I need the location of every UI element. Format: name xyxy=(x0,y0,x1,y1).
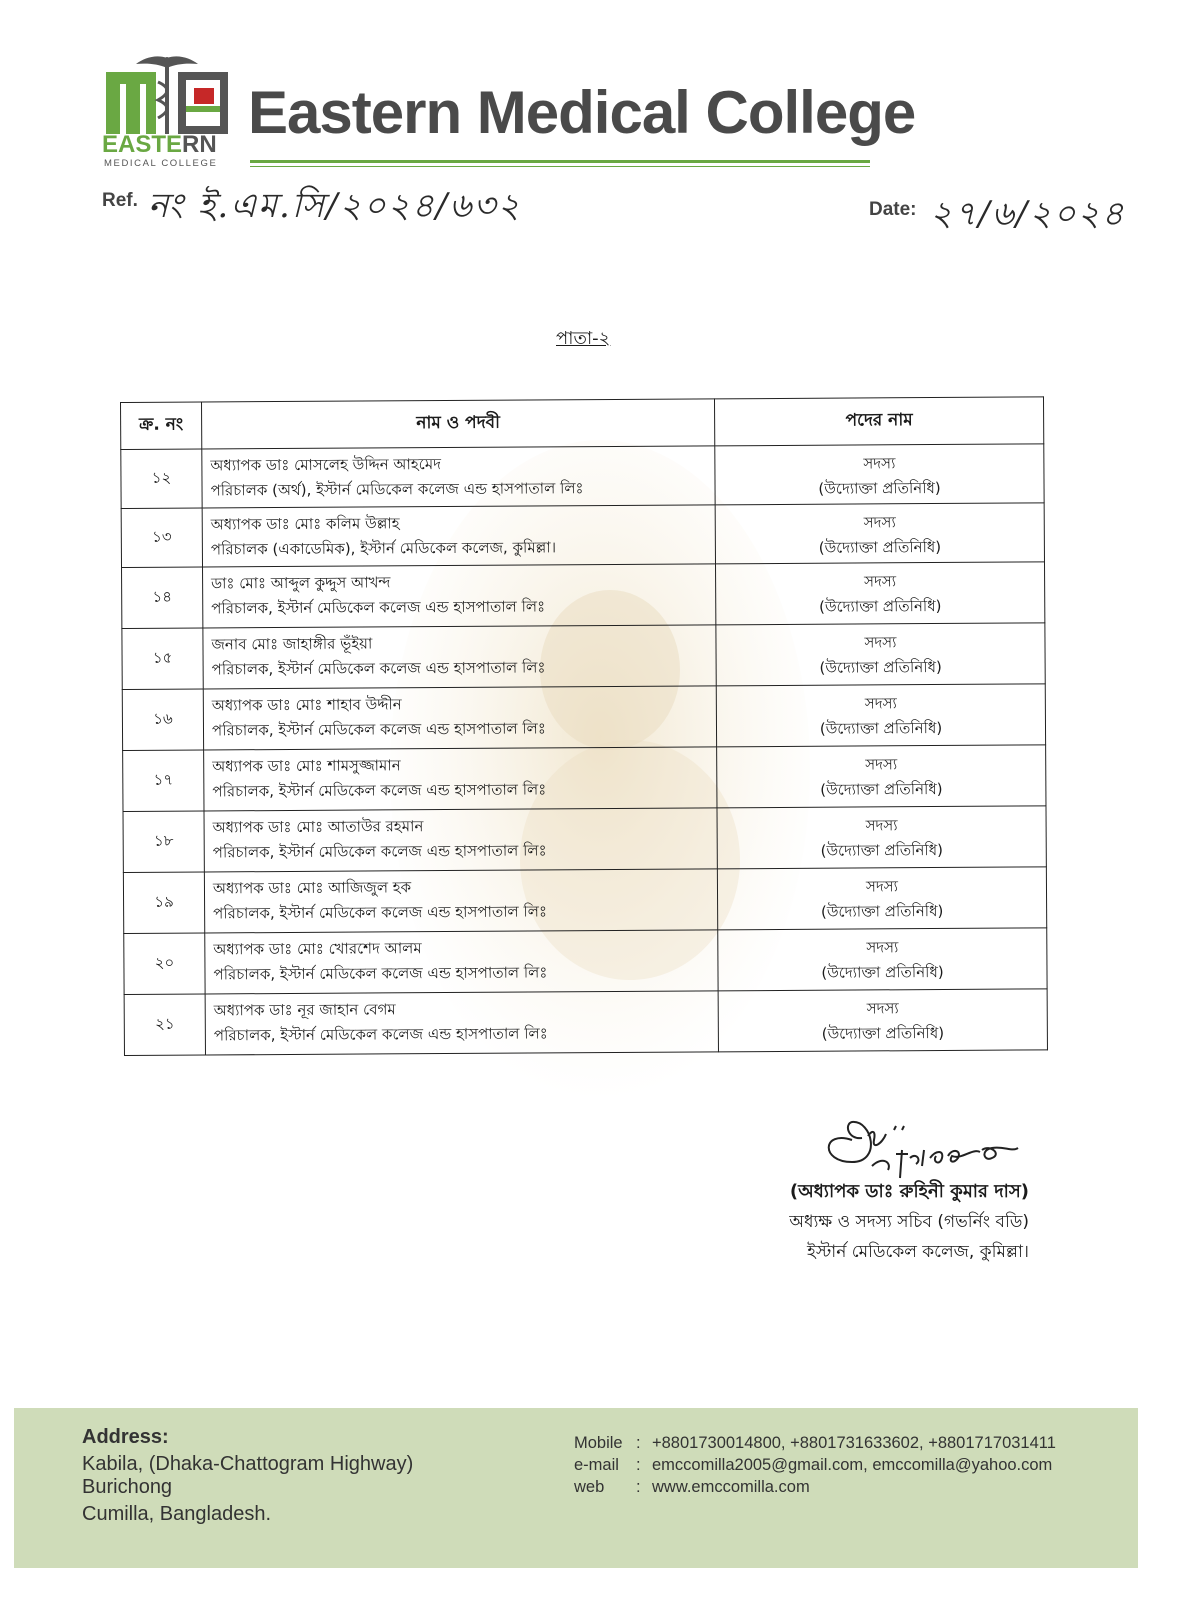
post-title: সদস্য xyxy=(865,816,898,835)
member-designation: পরিচালক, ইস্টার্ন মেডিকেল কলেজ এন্ড হাসপাতাল লিঃ xyxy=(211,719,546,740)
address-label: Address: xyxy=(82,1426,169,1448)
serial-cell: ২০ xyxy=(124,933,205,994)
member-designation: পরিচালক, ইস্টার্ন মেডিকেল কলেজ এন্ড হাসপাতাল লিঃ xyxy=(213,963,548,984)
signatory-name: (অধ্যাপক ডাঃ রুহিনী কুমার দাস) xyxy=(789,1181,1029,1202)
signatory-title: অধ্যক্ষ ও সদস্য সচিব (গভর্নিং বডি) xyxy=(789,1212,1029,1232)
address-line: Cumilla, Bangladesh. xyxy=(82,1503,271,1525)
post-title: সদস্য xyxy=(866,999,899,1018)
signatory-block xyxy=(789,1177,1029,1267)
table-row xyxy=(123,745,1046,812)
post-note: (উদ্যোক্তা প্রতিনিধি) xyxy=(819,718,943,738)
name-cell xyxy=(203,625,716,689)
table-row xyxy=(122,562,1045,629)
member-designation: পরিচালক, ইস্টার্ন মেডিকেল কলেজ এন্ড হাসপাতাল লিঃ xyxy=(211,658,546,679)
member-name: অধ্যাপক ডাঃ মোঃ খোরশেদ আলম xyxy=(213,939,422,959)
member-designation: পরিচালক, ইস্টার্ন মেডিকেল কলেজ এন্ড হাসপাতাল লিঃ xyxy=(213,902,547,923)
serial-cell: ১৮ xyxy=(123,811,204,872)
table-row xyxy=(123,806,1046,873)
serial-cell: ১৪ xyxy=(122,567,203,628)
post-cell xyxy=(718,928,1047,991)
table-row xyxy=(124,928,1047,995)
post-note: (উদ্যোক্তা প্রতিনিধি) xyxy=(819,596,942,616)
post-title: সদস্য xyxy=(865,877,899,896)
name-cell xyxy=(203,564,716,628)
post-cell xyxy=(717,867,1046,930)
post-cell xyxy=(715,562,1044,625)
name-cell xyxy=(202,446,715,508)
post-title: সদস্য xyxy=(864,633,897,652)
post-note: (উদ্যোক্তা প্রতিনিধি) xyxy=(820,779,943,799)
post-note: (উদ্যোক্তা প্রতিনিধি) xyxy=(821,1023,945,1043)
post-cell xyxy=(715,503,1044,564)
member-name: ডাঃ মোঃ আব্দুল কুদ্দুস আখন্দ xyxy=(211,573,391,593)
contact-row-email xyxy=(574,1454,1056,1476)
address-line: Kabila, (Dhaka-Chattogram Highway) xyxy=(82,1453,414,1475)
college-logo xyxy=(102,54,232,172)
serial-cell: ১৯ xyxy=(123,872,204,933)
contact-separator: : xyxy=(636,1456,641,1474)
serial-cell: ১৩ xyxy=(121,508,202,567)
header-serial: ক্র. নং xyxy=(121,402,202,449)
header-name-designation: নাম ও পদবী xyxy=(202,399,715,449)
post-title: সদস্য xyxy=(863,513,896,532)
contact-value: www.emccomilla.com xyxy=(652,1478,810,1496)
logo-subtitle: MEDICAL COLLEGE xyxy=(104,158,218,169)
signatory-institution: ইস্টার্ন মেডিকেল কলেজ, কুমিল্লা। xyxy=(807,1242,1029,1262)
table-row xyxy=(123,867,1046,934)
serial-cell: ১২ xyxy=(121,449,202,508)
member-name: অধ্যাপক ডাঃ মোঃ শামসুজ্জামান xyxy=(212,756,401,776)
name-cell xyxy=(204,869,717,933)
table-header-row xyxy=(121,397,1044,450)
contact-value: +8801730014800, +8801731633602, +8801717031411 xyxy=(652,1434,1056,1452)
contact-value: emccomilla2005@gmail.com, emccomilla@yahoo.com xyxy=(652,1456,1053,1474)
contact-block xyxy=(574,1432,1056,1498)
name-cell xyxy=(205,930,718,994)
member-designation: পরিচালক, ইস্টার্ন মেডিকেল কলেজ এন্ড হাসপাতাল লিঃ xyxy=(212,780,547,801)
ref-label: Ref. xyxy=(102,190,138,211)
member-designation: পরিচালক (অর্থ), ইস্টার্ন মেডিকেল কলেজ এন্ড হাসপাতাল লিঃ xyxy=(210,479,584,500)
post-note: (উদ্যোক্তা প্রতিনিধি) xyxy=(819,657,942,677)
contact-label: Mobile xyxy=(574,1434,623,1452)
college-name: Eastern Medical College xyxy=(248,79,916,146)
post-cell xyxy=(717,745,1046,808)
member-name: অধ্যাপক ডাঃ মোঃ কলিম উল্লাহ xyxy=(210,514,400,534)
name-cell xyxy=(202,505,715,567)
header-rule-thin xyxy=(250,166,870,167)
post-note: (উদ্যোক্তা প্রতিনিধি) xyxy=(818,478,941,498)
member-designation: পরিচালক, ইস্টার্ন মেডিকেল কলেজ এন্ড হাসপাতাল লিঃ xyxy=(211,597,546,618)
post-cell xyxy=(716,623,1045,686)
member-designation: পরিচালক (একাডেমিক), ইস্টার্ন মেডিকেল কলেজ, কুমিল্লা। xyxy=(210,538,557,559)
table-row xyxy=(121,444,1044,509)
post-title: সদস্য xyxy=(864,572,897,591)
contact-separator: : xyxy=(636,1478,641,1496)
page-number: পাতা-২ xyxy=(556,328,611,349)
date-value: ২৭/৬/২০২৪ xyxy=(930,194,1126,234)
table-row xyxy=(122,684,1045,751)
post-title: সদস্য xyxy=(864,694,897,713)
name-cell xyxy=(204,747,717,811)
serial-cell: ১৭ xyxy=(123,750,204,811)
post-cell xyxy=(717,806,1046,869)
member-name: অধ্যাপক ডাঃ মোঃ শাহাব উদ্দীন xyxy=(211,695,402,715)
post-note: (উদ্যোক্তা প্রতিনিধি) xyxy=(821,962,944,982)
post-cell xyxy=(715,444,1044,505)
caduceus-logo-icon xyxy=(106,54,228,134)
logo-word: EASTERN xyxy=(102,131,217,158)
address-line: Burichong xyxy=(82,1476,173,1498)
members-table xyxy=(120,396,1048,1056)
contact-separator: : xyxy=(636,1434,641,1452)
serial-cell: ১৫ xyxy=(122,628,203,689)
contact-row-mobile xyxy=(574,1432,1056,1454)
post-note: (উদ্যোক্তা প্রতিনিধি) xyxy=(820,901,944,921)
name-cell xyxy=(203,686,716,750)
member-designation: পরিচালক, ইস্টার্ন মেডিকেল কলেজ এন্ড হাসপাতাল লিঃ xyxy=(213,1024,548,1045)
member-name: জনাব মোঃ জাহাঙ্গীর ভূঁইয়া xyxy=(211,634,373,654)
post-title: সদস্য xyxy=(863,454,896,473)
table-row xyxy=(121,503,1044,568)
contact-row-web xyxy=(574,1476,1056,1498)
post-cell xyxy=(716,684,1045,747)
post-title: সদস্য xyxy=(866,938,899,957)
post-cell xyxy=(718,989,1047,1052)
member-designation: পরিচালক, ইস্টার্ন মেডিকেল কলেজ এন্ড হাসপাতাল লিঃ xyxy=(212,841,547,862)
post-note: (উদ্যোক্তা প্রতিনিধি) xyxy=(818,537,942,557)
member-name: অধ্যাপক ডাঃ মোসলেহ উদ্দিন আহমেদ xyxy=(210,455,442,475)
table-row xyxy=(122,623,1045,690)
name-cell xyxy=(205,991,718,1055)
table-row xyxy=(124,989,1047,1056)
name-cell xyxy=(204,808,717,872)
serial-cell: ২১ xyxy=(124,994,205,1055)
member-name: অধ্যাপক ডাঃ নূর জাহান বেগম xyxy=(213,1000,396,1020)
contact-label: e-mail xyxy=(574,1456,619,1474)
handwritten-signature xyxy=(812,1100,1040,1180)
ref-number: নং ই.এম.সি/২০২৪/৬৩২ xyxy=(148,186,522,226)
post-note: (উদ্যোক্তা প্রতিনিধি) xyxy=(820,840,943,860)
date-label: Date: xyxy=(869,199,917,220)
serial-cell: ১৬ xyxy=(122,689,203,750)
member-name: অধ্যাপক ডাঃ মোঃ আতাউর রহমান xyxy=(212,817,424,837)
contact-label: web xyxy=(574,1478,605,1496)
post-title: সদস্য xyxy=(865,755,898,774)
header-post: পদের নাম xyxy=(714,397,1043,446)
header-rule xyxy=(250,160,870,163)
member-name: অধ্যাপক ডাঃ মোঃ আজিজুল হক xyxy=(212,878,412,898)
